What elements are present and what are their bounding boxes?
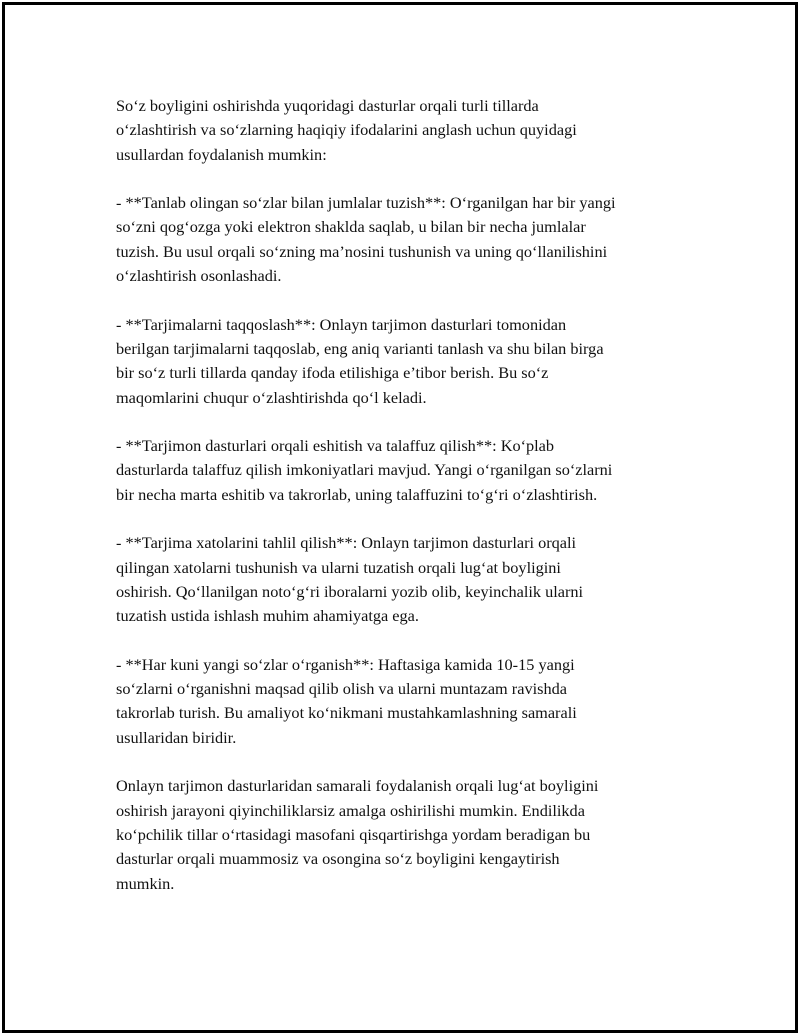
paragraph-line: o‘zlashtirish va so‘zlarning haqiqiy ifodalarini anglash uchun quyidagi: [116, 120, 577, 140]
paragraph-line: o‘zlashtirish osonlashadi.: [116, 266, 282, 286]
paragraph-line: - **Tarjimalarni taqqoslash**: Onlayn tarjimon dasturlari tomonidan: [116, 314, 567, 334]
paragraph-line: dasturlarda talaffuz qilish imkoniyatlari mavjud. Yangi o‘rganilgan so‘zlarni: [116, 460, 613, 480]
paragraph-line: so‘zni qog‘ozga yoki elektron shaklda saqlab, u bilan bir necha jumlalar: [116, 217, 586, 237]
paragraph-line: tuzish. Bu usul orqali so‘zning ma’nosini tushunish va uning qo‘llanilishini: [116, 241, 608, 261]
paragraph: [116, 653, 688, 750]
paragraph-line: - **Tanlab olingan so‘zlar bilan jumlalar tuzish**: O‘rganilgan har bir yangi: [116, 193, 616, 213]
paragraph-line: usullardan foydalanish mumkin:: [116, 144, 327, 164]
paragraph-line: takrorlab turish. Bu amaliyot ko‘nikmani mustahkamlashning samarali: [116, 703, 577, 723]
paragraph-line: bir so‘z turli tillarda qanday ifoda etilishiga e’tibor berish. Bu so‘z: [116, 363, 549, 383]
paragraph-line: berilgan tarjimalarni taqqoslab, eng aniq varianti tanlash va shu bilan birga: [116, 338, 604, 358]
paragraph: [116, 434, 688, 507]
paragraph-line: dasturlar orqali muammosiz va osongina so‘z boyligini kengaytirish: [116, 849, 560, 869]
paragraph-line: - **Tarjimon dasturlari orqali eshitish va talaffuz qilish**: Ko‘plab: [116, 436, 555, 456]
paragraph-line: maqomlarini chuqur o‘zlashtirishda qo‘l keladi.: [116, 387, 427, 407]
document-body: [116, 94, 688, 896]
paragraph-line: - **Har kuni yangi so‘zlar o‘rganish**: Haftasiga kamida 10-15 yangi: [116, 654, 575, 674]
paragraph: [116, 531, 688, 628]
paragraph: [116, 313, 688, 410]
paragraph-line: Onlayn tarjimon dasturlaridan samarali foydalanish orqali lug‘at boyligini: [116, 776, 599, 796]
paragraph-line: so‘zlarni o‘rganishni maqsad qilib olish va ularni muntazam ravishda: [116, 679, 567, 699]
paragraph-line: ko‘pchilik tillar o‘rtasidagi masofani qisqartirishga yordam beradigan bu: [116, 824, 591, 844]
paragraph-line: qilingan xatolarni tushunish va ularni tuzatish orqali lug‘at boyligini: [116, 557, 561, 577]
paragraph-line: tuzatish ustida ishlash muhim ahamiyatga ega.: [116, 606, 419, 626]
paragraph-line: oshirish jarayoni qiyinchiliklarsiz amalga oshirilishi mumkin. Endilikda: [116, 800, 585, 820]
paragraph-line: So‘z boyligini oshirishda yuqoridagi dasturlar orqali turli tillarda: [116, 96, 539, 115]
paragraph: [116, 94, 688, 167]
paragraph: [116, 191, 688, 288]
paragraph-line: usullaridan biridir.: [116, 727, 237, 747]
paragraph-line: - **Tarjima xatolarini tahlil qilish**: Onlayn tarjimon dasturlari orqali: [116, 533, 577, 553]
paragraph-line: bir necha marta eshitib va takrorlab, uning talaffuzini to‘g‘ri o‘zlashtirish.: [116, 484, 598, 504]
paragraph: [116, 774, 688, 895]
paragraph-line: oshirish. Qo‘llanilgan noto‘g‘ri iboralarni yozib olib, keyinchalik ularni: [116, 581, 584, 601]
paragraph-line: mumkin.: [116, 873, 175, 893]
